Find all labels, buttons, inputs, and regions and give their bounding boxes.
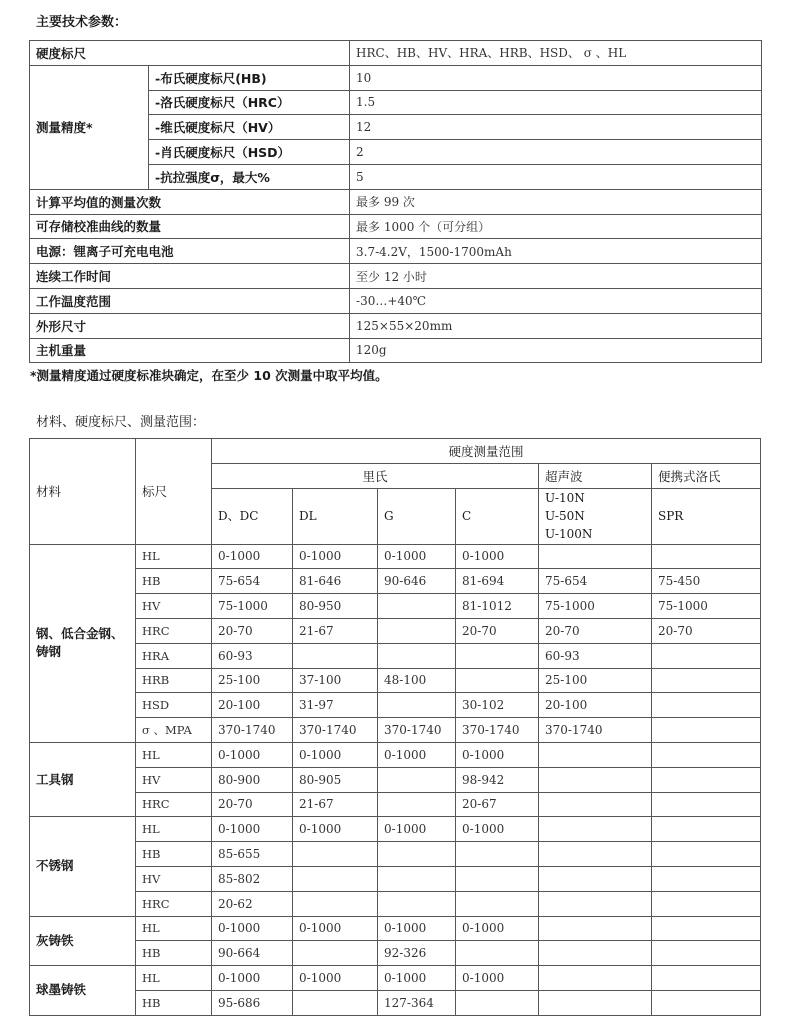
table-row xyxy=(30,966,761,991)
range-cell: 75-450 xyxy=(652,569,761,594)
header-probe: C xyxy=(456,488,539,544)
range-cell: 75-654 xyxy=(212,569,293,594)
spec-label: 计算平均值的测量次数 xyxy=(30,189,350,214)
header-probe: G xyxy=(378,488,456,544)
accuracy-item-value: 5 xyxy=(350,164,762,189)
range-cell: 0-1000 xyxy=(456,817,539,842)
range-cell xyxy=(539,866,652,891)
range-cell: 370-1740 xyxy=(378,718,456,743)
ranges-table xyxy=(29,438,761,1016)
range-cell xyxy=(652,792,761,817)
range-cell: 48-100 xyxy=(378,668,456,693)
table-row xyxy=(30,569,761,594)
spec-value: 125×55×20mm xyxy=(350,313,762,338)
scale-cell: HL xyxy=(136,817,212,842)
range-cell: 0-1000 xyxy=(378,966,456,991)
range-cell: 20-70 xyxy=(212,792,293,817)
table-row xyxy=(30,189,762,214)
spec-label: 电源：锂离子可充电电池 xyxy=(30,239,350,264)
range-cell: 0-1000 xyxy=(378,544,456,569)
table-row xyxy=(30,668,761,693)
range-cell: 60-93 xyxy=(539,643,652,668)
table-row xyxy=(30,866,761,891)
table-row xyxy=(30,941,761,966)
range-cell xyxy=(539,842,652,867)
table-row xyxy=(30,693,761,718)
table-row xyxy=(30,41,762,66)
range-cell: 21-67 xyxy=(293,792,378,817)
header-leeb: 里氏 xyxy=(212,463,539,488)
accuracy-item-label: -洛氏硬度标尺（HRC） xyxy=(149,90,350,115)
spec-value: 120g xyxy=(350,338,762,363)
range-cell: 0-1000 xyxy=(378,742,456,767)
range-cell: 20-67 xyxy=(456,792,539,817)
range-cell xyxy=(539,792,652,817)
range-cell xyxy=(539,767,652,792)
range-cell: 0-1000 xyxy=(456,742,539,767)
scale-cell: HL xyxy=(136,742,212,767)
ranges-table-body xyxy=(30,544,761,1015)
accuracy-label: 测量精度* xyxy=(30,65,149,189)
range-cell: 75-1000 xyxy=(652,594,761,619)
accuracy-item-value: 2 xyxy=(350,140,762,165)
scale-cell: HRB xyxy=(136,668,212,693)
range-cell: 20-70 xyxy=(456,618,539,643)
range-cell xyxy=(378,618,456,643)
header-probe: DL xyxy=(293,488,378,544)
spec-label: 外形尺寸 xyxy=(30,313,350,338)
range-cell: 92-326 xyxy=(378,941,456,966)
scale-cell: HV xyxy=(136,767,212,792)
range-cell xyxy=(293,990,378,1015)
range-cell: 20-70 xyxy=(652,618,761,643)
range-cell: 0-1000 xyxy=(212,544,293,569)
range-cell xyxy=(456,842,539,867)
spec-value: HRC、HB、HV、HRA、HRB、HSD、 σ 、HL xyxy=(350,41,762,66)
material-name: 不锈钢 xyxy=(30,817,136,916)
spec-value: 3.7-4.2V，1500-1700mAh xyxy=(350,239,762,264)
range-cell: 20-70 xyxy=(212,618,293,643)
range-cell: 25-100 xyxy=(212,668,293,693)
range-cell xyxy=(378,767,456,792)
accuracy-item-label: -抗拉强度σ，最大% xyxy=(149,164,350,189)
range-cell xyxy=(539,544,652,569)
range-cell xyxy=(539,966,652,991)
header-ultrasonic: 超声波 xyxy=(539,463,652,488)
range-cell: 0-1000 xyxy=(293,916,378,941)
range-cell: 20-100 xyxy=(212,693,293,718)
range-cell: 75-1000 xyxy=(539,594,652,619)
spec-value: 最多 99 次 xyxy=(350,189,762,214)
range-cell: 80-905 xyxy=(293,767,378,792)
spec-label: 工作温度范围 xyxy=(30,288,350,313)
table-row xyxy=(30,214,762,239)
range-cell: 0-1000 xyxy=(212,817,293,842)
table-row xyxy=(30,643,761,668)
scale-cell: σ 、MPA xyxy=(136,718,212,743)
range-cell: 90-646 xyxy=(378,569,456,594)
accuracy-item-label: -布氏硬度标尺(HB) xyxy=(149,65,350,90)
range-cell: 0-1000 xyxy=(212,742,293,767)
header-material: 材料 xyxy=(30,439,136,545)
range-cell: 0-1000 xyxy=(212,916,293,941)
header-scale: 标尺 xyxy=(136,439,212,545)
material-name: 钢、低合金钢、铸钢 xyxy=(30,544,136,742)
scale-cell: HB xyxy=(136,990,212,1015)
header-probe: U-10N U-50N U-100N xyxy=(539,488,652,544)
range-cell xyxy=(652,941,761,966)
range-cell: 80-900 xyxy=(212,767,293,792)
table-row xyxy=(30,742,761,767)
range-cell: 75-654 xyxy=(539,569,652,594)
range-cell xyxy=(652,718,761,743)
header-row xyxy=(30,439,761,464)
header-range-group: 硬度测量范围 xyxy=(212,439,761,464)
range-cell: 37-100 xyxy=(293,668,378,693)
range-cell xyxy=(539,941,652,966)
scale-cell: HRC xyxy=(136,891,212,916)
scale-cell: HL xyxy=(136,916,212,941)
table-row xyxy=(30,891,761,916)
table-row xyxy=(30,618,761,643)
material-name: 工具钢 xyxy=(30,742,136,816)
scale-cell: HB xyxy=(136,569,212,594)
range-cell xyxy=(652,742,761,767)
header-portable-rockwell: 便携式洛氏 xyxy=(652,463,761,488)
range-cell: 20-62 xyxy=(212,891,293,916)
range-cell xyxy=(539,990,652,1015)
range-cell xyxy=(378,891,456,916)
range-cell xyxy=(456,643,539,668)
table-row xyxy=(30,767,761,792)
range-cell xyxy=(539,817,652,842)
range-cell xyxy=(456,941,539,966)
table-row xyxy=(30,817,761,842)
header-probe: D、DC xyxy=(212,488,293,544)
spec-value: -30…+40℃ xyxy=(350,288,762,313)
range-cell xyxy=(652,817,761,842)
range-cell: 75-1000 xyxy=(212,594,293,619)
specs-table xyxy=(29,40,762,363)
range-cell xyxy=(456,866,539,891)
scale-cell: HL xyxy=(136,544,212,569)
range-cell: 60-93 xyxy=(212,643,293,668)
spec-label: 硬度标尺 xyxy=(30,41,350,66)
range-cell xyxy=(652,842,761,867)
spec-label: 连续工作时间 xyxy=(30,264,350,289)
range-cell xyxy=(293,866,378,891)
range-cell xyxy=(652,990,761,1015)
range-cell: 0-1000 xyxy=(456,966,539,991)
range-cell xyxy=(652,966,761,991)
range-cell xyxy=(378,693,456,718)
range-cell: 0-1000 xyxy=(378,916,456,941)
scale-cell: HB xyxy=(136,842,212,867)
table-row xyxy=(30,792,761,817)
table-row xyxy=(30,990,761,1015)
range-cell xyxy=(652,891,761,916)
scale-cell: HRC xyxy=(136,792,212,817)
range-cell: 0-1000 xyxy=(293,742,378,767)
range-cell: 21-67 xyxy=(293,618,378,643)
accuracy-item-value: 10 xyxy=(350,65,762,90)
range-cell: 0-1000 xyxy=(378,817,456,842)
range-cell: 30-102 xyxy=(456,693,539,718)
table-row xyxy=(30,288,762,313)
range-cell: 85-802 xyxy=(212,866,293,891)
range-cell xyxy=(456,891,539,916)
range-cell: 0-1000 xyxy=(212,966,293,991)
range-cell: 98-942 xyxy=(456,767,539,792)
range-cell xyxy=(652,668,761,693)
range-cell xyxy=(652,643,761,668)
scale-cell: HRA xyxy=(136,643,212,668)
accuracy-item-label: -肖氏硬度标尺（HSD） xyxy=(149,140,350,165)
range-cell xyxy=(378,866,456,891)
range-cell xyxy=(378,792,456,817)
range-cell: 370-1740 xyxy=(293,718,378,743)
spec-value: 最多 1000 个（可分组） xyxy=(350,214,762,239)
header-probe: SPR xyxy=(652,488,761,544)
scale-cell: HB xyxy=(136,941,212,966)
table-row xyxy=(30,718,761,743)
range-cell xyxy=(539,891,652,916)
range-cell: 31-97 xyxy=(293,693,378,718)
table-row xyxy=(30,916,761,941)
table-row xyxy=(30,239,762,264)
range-cell: 90-664 xyxy=(212,941,293,966)
range-cell: 81-646 xyxy=(293,569,378,594)
accuracy-item-value: 1.5 xyxy=(350,90,762,115)
range-cell: 0-1000 xyxy=(293,817,378,842)
range-cell xyxy=(378,594,456,619)
range-cell xyxy=(539,916,652,941)
range-cell: 370-1740 xyxy=(212,718,293,743)
spec-label: 可存储校准曲线的数量 xyxy=(30,214,350,239)
range-cell xyxy=(293,842,378,867)
range-cell xyxy=(652,544,761,569)
range-cell: 0-1000 xyxy=(293,544,378,569)
range-cell xyxy=(293,643,378,668)
spec-label: 主机重量 xyxy=(30,338,350,363)
range-cell: 95-686 xyxy=(212,990,293,1015)
range-cell xyxy=(456,668,539,693)
table-row xyxy=(30,65,762,90)
section-heading-specs: 主要技术参数： xyxy=(36,15,128,30)
spec-value: 至少 12 小时 xyxy=(350,264,762,289)
range-cell: 0-1000 xyxy=(293,966,378,991)
scale-cell: HRC xyxy=(136,618,212,643)
range-cell: 25-100 xyxy=(539,668,652,693)
footnote: *测量精度通过硬度标准块确定，在至少 10 次测量中取平均值。 xyxy=(30,368,388,383)
range-cell: 0-1000 xyxy=(456,916,539,941)
scale-cell: HL xyxy=(136,966,212,991)
range-cell xyxy=(652,693,761,718)
range-cell: 127-364 xyxy=(378,990,456,1015)
range-cell xyxy=(652,767,761,792)
material-name: 球墨铸铁 xyxy=(30,966,136,1016)
range-cell xyxy=(293,941,378,966)
range-cell: 81-694 xyxy=(456,569,539,594)
range-cell: 85-655 xyxy=(212,842,293,867)
accuracy-item-value: 12 xyxy=(350,115,762,140)
section-heading-ranges: 材料、硬度标尺、测量范围： xyxy=(36,415,206,430)
material-name: 灰铸铁 xyxy=(30,916,136,966)
range-cell xyxy=(652,866,761,891)
scale-cell: HSD xyxy=(136,693,212,718)
range-cell: 20-100 xyxy=(539,693,652,718)
scale-cell: HV xyxy=(136,594,212,619)
range-cell: 80-950 xyxy=(293,594,378,619)
range-cell xyxy=(378,643,456,668)
table-row xyxy=(30,313,762,338)
accuracy-item-label: -维氏硬度标尺（HV） xyxy=(149,115,350,140)
table-row xyxy=(30,338,762,363)
range-cell xyxy=(652,916,761,941)
range-cell xyxy=(378,842,456,867)
range-cell: 20-70 xyxy=(539,618,652,643)
table-row xyxy=(30,264,762,289)
range-cell: 81-1012 xyxy=(456,594,539,619)
range-cell xyxy=(293,891,378,916)
table-row xyxy=(30,544,761,569)
table-row xyxy=(30,842,761,867)
range-cell: 0-1000 xyxy=(456,544,539,569)
range-cell xyxy=(539,742,652,767)
scale-cell: HV xyxy=(136,866,212,891)
range-cell: 370-1740 xyxy=(539,718,652,743)
range-cell: 370-1740 xyxy=(456,718,539,743)
table-row xyxy=(30,594,761,619)
range-cell xyxy=(456,990,539,1015)
